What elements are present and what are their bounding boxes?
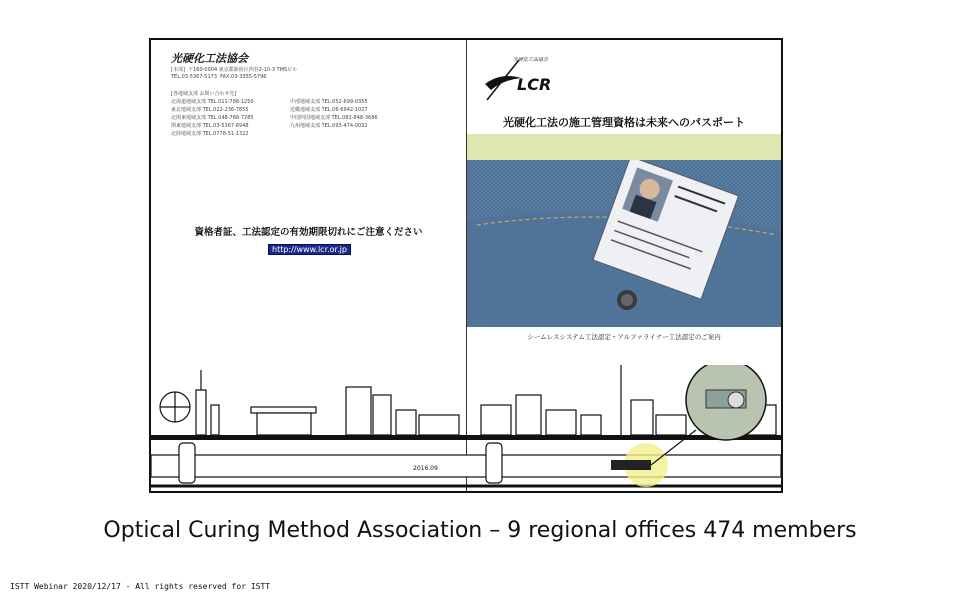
denim-pocket-photo [467, 160, 781, 327]
expiry-notice: 資格者証、工法認定の有効期限切れにご注意ください [194, 227, 423, 238]
footer-text: ISTT Webinar 2020/12/17 - All rights reserved for ISTT [10, 582, 271, 591]
logo-small-text: 光硬化工法協会 [513, 57, 549, 63]
office-entry: 中国四国地域支部 TEL.082-848-3686 [290, 115, 378, 121]
office-entry: 九州地域支部 TEL.093-474-0032 [290, 123, 368, 129]
office-entry: 北海道地域支部 TEL.011-788-1250 [171, 99, 254, 105]
regional-offices-list [171, 99, 401, 138]
headline: 光硬化工法の施工管理資格は未来へのパスポート [503, 116, 745, 129]
association-name: 光硬化工法協会 [171, 52, 248, 65]
office-entry: 中部地域支部 TEL.052-699-0355 [290, 99, 368, 105]
office-entry: 東北地域支部 TEL.022-236-7855 [171, 107, 249, 113]
brochure-image [149, 38, 783, 493]
city-skyline-pipe-illustration [151, 365, 781, 490]
office-entry: 近畿地域支部 TEL.06-6942-1027 [290, 107, 368, 113]
brochure-date: 2016.09 [413, 465, 438, 472]
website-url: http://www.lcr.or.jp [268, 244, 351, 255]
headquarters-info: [本部] 〒160-0004 東京都新宿区四谷2-10-3 TMSビル TEL.03-5367-5173 FAX.03-3355-5796 [171, 67, 298, 80]
office-entry: 関東地域支部 TEL.03-5367-6948 [171, 123, 249, 129]
office-entry: 北関東地域支部 TEL.048-768-7285 [171, 115, 254, 121]
offices-title: [各地域支部 お問い合わせ先] [171, 91, 237, 97]
slide-caption: Optical Curing Method Association – 9 regional offices 474 members [103, 518, 857, 543]
green-band [467, 134, 781, 160]
office-entry: 北陸地域支部 TEL.0778-51-1322 [171, 131, 249, 137]
subtitle: シームレスシステム工法認定・アルファライナー工法認定のご案内 [527, 333, 721, 341]
logo-text: LCR [517, 75, 552, 94]
